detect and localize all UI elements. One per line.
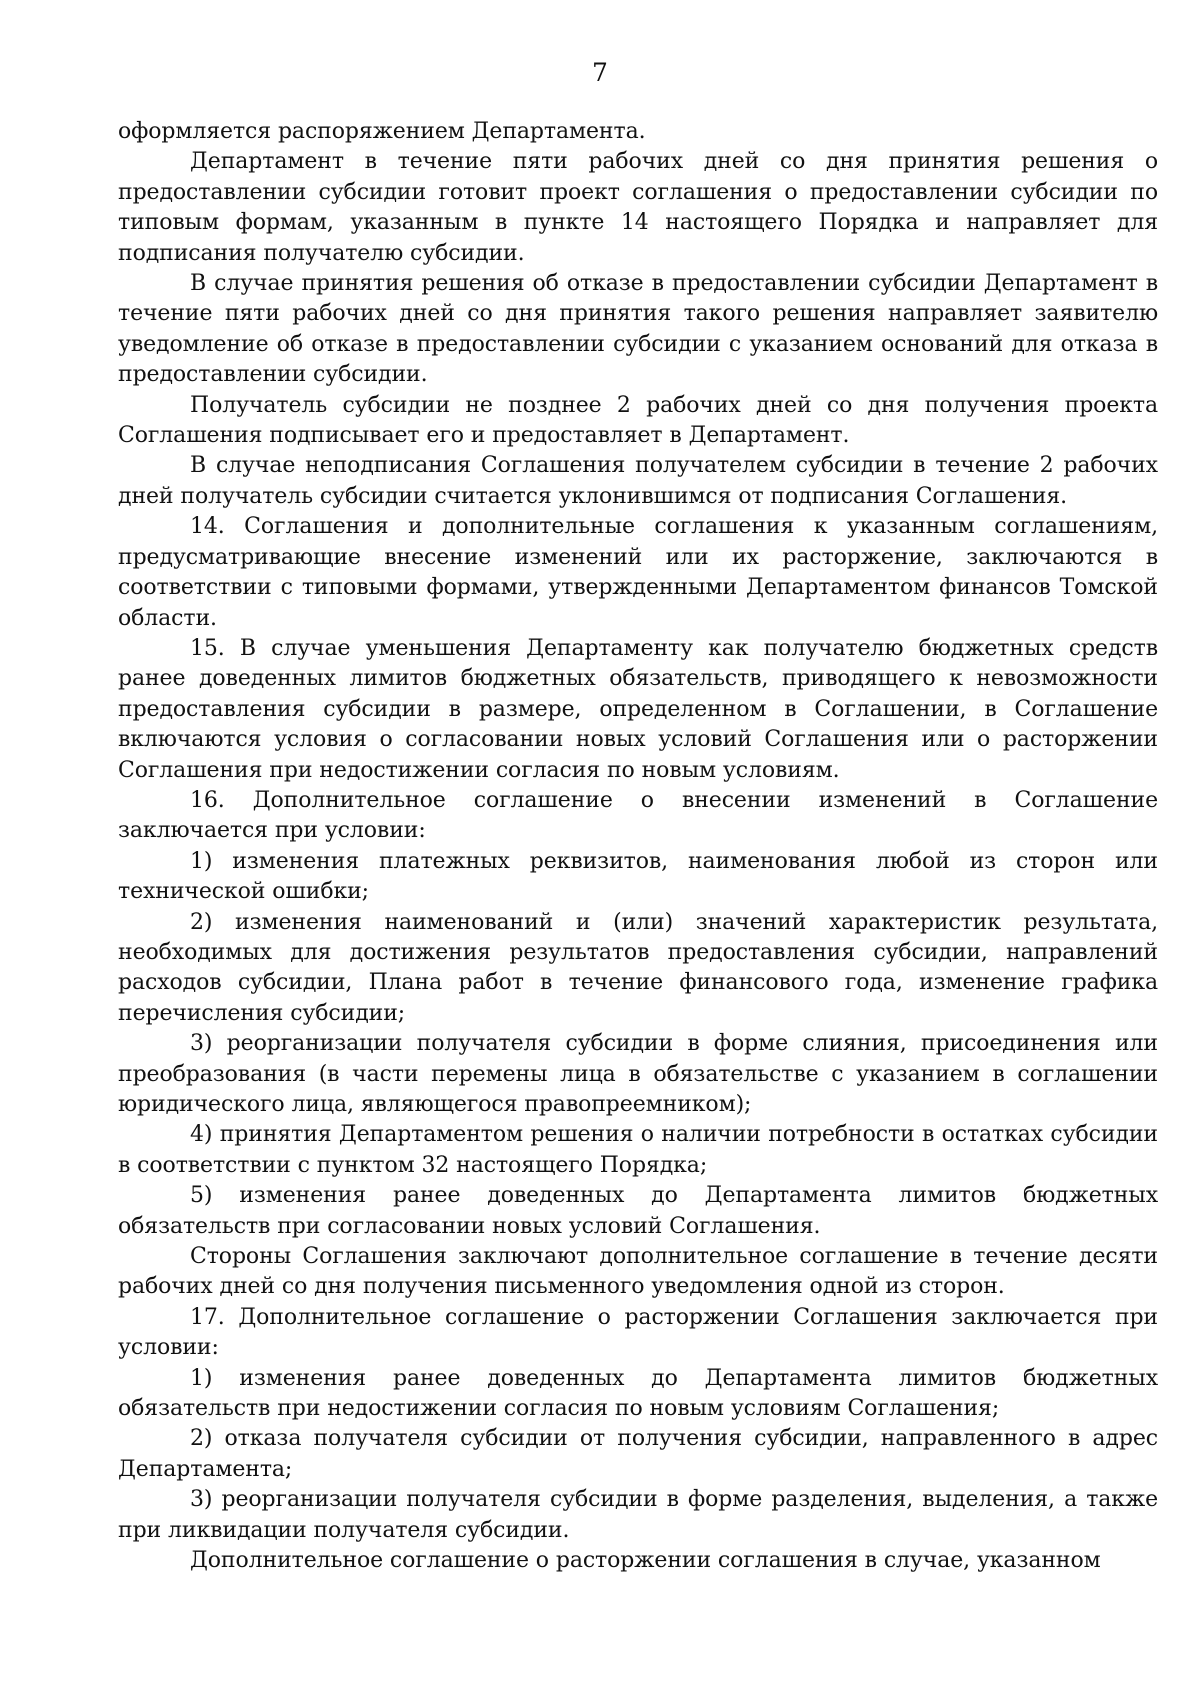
- paragraph: оформляется распоряжением Департамента.: [118, 119, 646, 144]
- paragraph-item-14: 14. Соглашения и дополнительные соглашения к указанным соглашениям, предусматривающие внесение изменений или их расторжение, заключаются в соответствии с типовыми формами, утвержденными Департаментом финансов Томской области.: [118, 514, 1158, 631]
- list-item: 2) изменения наименований и (или) значений характеристик результата, необходимых для достижения результатов предоставления субсидии, направлений расходов субсидии, Плана работ в течение финансового года, изменение графика перечисления субсидии;: [118, 909, 1158, 1026]
- paragraph-item-16: 16. Дополнительное соглашение о внесении изменений в Соглашение заключается при условии:: [118, 787, 1158, 844]
- list-item: 3) реорганизации получателя субсидии в форме слияния, присоединения или преобразования (в части перемены лица в обязательстве с указанием в соглашении юридического лица, являющегося правопреемником);: [118, 1031, 1158, 1117]
- document-body: [118, 117, 1158, 1577]
- list-item: 3) реорганизации получателя субсидии в форме разделения, выделения, а также при ликвидации получателя субсидии.: [118, 1487, 1158, 1543]
- list-item: 1) изменения платежных реквизитов, наименования любой из сторон или технической ошибки;: [118, 848, 1158, 905]
- paragraph: Департамент в течение пяти рабочих дней со дня принятия решения о предоставлении субсидии готовит проект соглашения о предоставлении субсидии по типовым формам, указанным в пункте 14 настоящего Порядка и направляет для подписания получателю субсидии.: [118, 149, 1158, 266]
- paragraph: В случае неподписания Соглашения получателем субсидии в течение 2 рабочих дней получатель субсидии считается уклонившимся от подписания Соглашения.: [118, 453, 1158, 509]
- paragraph: Получатель субсидии не позднее 2 рабочих дней со дня получения проекта Соглашения подписывает его и предоставляет в Департамент.: [118, 392, 1158, 449]
- paragraph-item-17: 17. Дополнительное соглашение о расторжении Соглашения заключается при условии:: [118, 1304, 1158, 1361]
- list-item: 4) принятия Департаментом решения о наличии потребности в остатках субсидии в соответствии с пунктом 32 настоящего Порядка;: [118, 1122, 1158, 1178]
- list-item: 5) изменения ранее доведенных до Департамента лимитов бюджетных обязательств при согласовании новых условий Соглашения.: [118, 1183, 1158, 1239]
- list-item: 2) отказа получателя субсидии от получения субсидии, направленного в адрес Департамента;: [118, 1426, 1158, 1482]
- paragraph: Дополнительное соглашение о расторжении соглашения в случае, указанном: [190, 1548, 1101, 1574]
- paragraph: Стороны Соглашения заключают дополнительное соглашение в течение десяти рабочих дней со дня получения письменного уведомления одной из сторон.: [118, 1244, 1158, 1300]
- list-item: 1) изменения ранее доведенных до Департамента лимитов бюджетных обязательств при недостижении согласия по новым условиям Соглашения;: [118, 1365, 1158, 1422]
- page-number: 7: [592, 58, 608, 87]
- paragraph: В случае принятия решения об отказе в предоставлении субсидии Департамент в течение пяти рабочих дней со дня принятия такого решения направляет заявителю уведомление об отказе в предоставлении субсидии с указанием оснований для отказа в предоставлении субсидии.: [118, 271, 1158, 388]
- paragraph-item-15: 15. В случае уменьшения Департаменту как получателю бюджетных средств ранее доведенных лимитов бюджетных обязательств, приводящего к невозможности предоставления субсидии в размере, определенном в Соглашении, в Соглашение включаются условия о согласовании новых условий Соглашения или о расторжении Соглашения при недостижении согласия по новым условиям.: [118, 635, 1158, 783]
